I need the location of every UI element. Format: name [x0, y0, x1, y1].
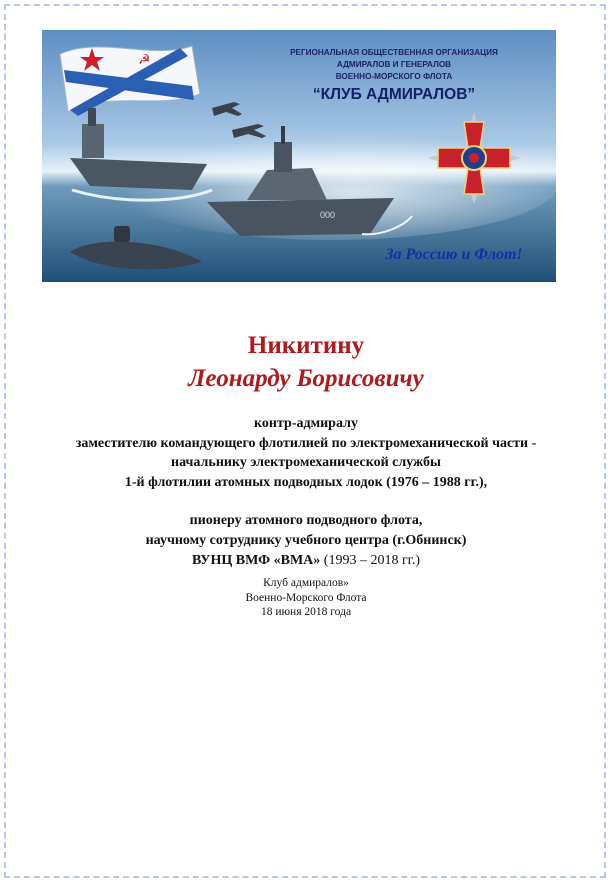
signature-line: Клуб адмиралов»	[263, 577, 349, 589]
motto-text: За Россию и Флот!	[385, 246, 523, 263]
svg-text:ВОЕННО-МОРСКОГО ФЛОТА: ВОЕННО-МОРСКОГО ФЛОТА	[335, 72, 453, 81]
recipient-given-names: Леонарду Борисовичу	[188, 365, 424, 392]
signature-line: Военно-Морского Флота	[245, 591, 367, 604]
title-line: пионеру атомного подводного флота,	[189, 513, 423, 529]
header-banner	[42, 30, 556, 282]
title-line: научному сотруднику учебного центра (г.Обнинск)	[145, 532, 467, 548]
signature-date: 18 июня 2018 года	[260, 606, 352, 618]
title-line: заместителю командующего флотилией по электромеханической части -	[75, 435, 537, 451]
title-line: контр-адмиралу	[254, 416, 358, 431]
academy-name: ВУНЦ ВМФ «ВМА»	[191, 552, 321, 568]
title-line: начальнику электромеханической службы	[171, 455, 441, 471]
svg-text:“КЛУБ АДМИРАЛОВ”: “КЛУБ АДМИРАЛОВ”	[312, 86, 476, 103]
academy-years: (1993 – 2018 гг.)	[323, 552, 421, 568]
svg-text:☭: ☭	[138, 52, 151, 68]
recipient-titles	[0, 414, 612, 570]
svg-text:РЕГИОНАЛЬНАЯ ОБЩЕСТВЕННАЯ ОРГА: РЕГИОНАЛЬНАЯ ОБЩЕСТВЕННАЯ ОРГАНИЗАЦИЯ	[290, 48, 498, 57]
title-line	[0, 551, 612, 571]
recipient-surname: Никитину	[247, 332, 365, 359]
svg-text:000: 000	[320, 210, 336, 220]
svg-text:АДМИРАЛОВ И ГЕНЕРАЛОВ: АДМИРАЛОВ И ГЕНЕРАЛОВ	[336, 60, 452, 69]
signature-block	[0, 576, 612, 620]
title-line: 1-й флотилии атомных подводных лодок (1976 – 1988 гг.),	[124, 474, 488, 490]
